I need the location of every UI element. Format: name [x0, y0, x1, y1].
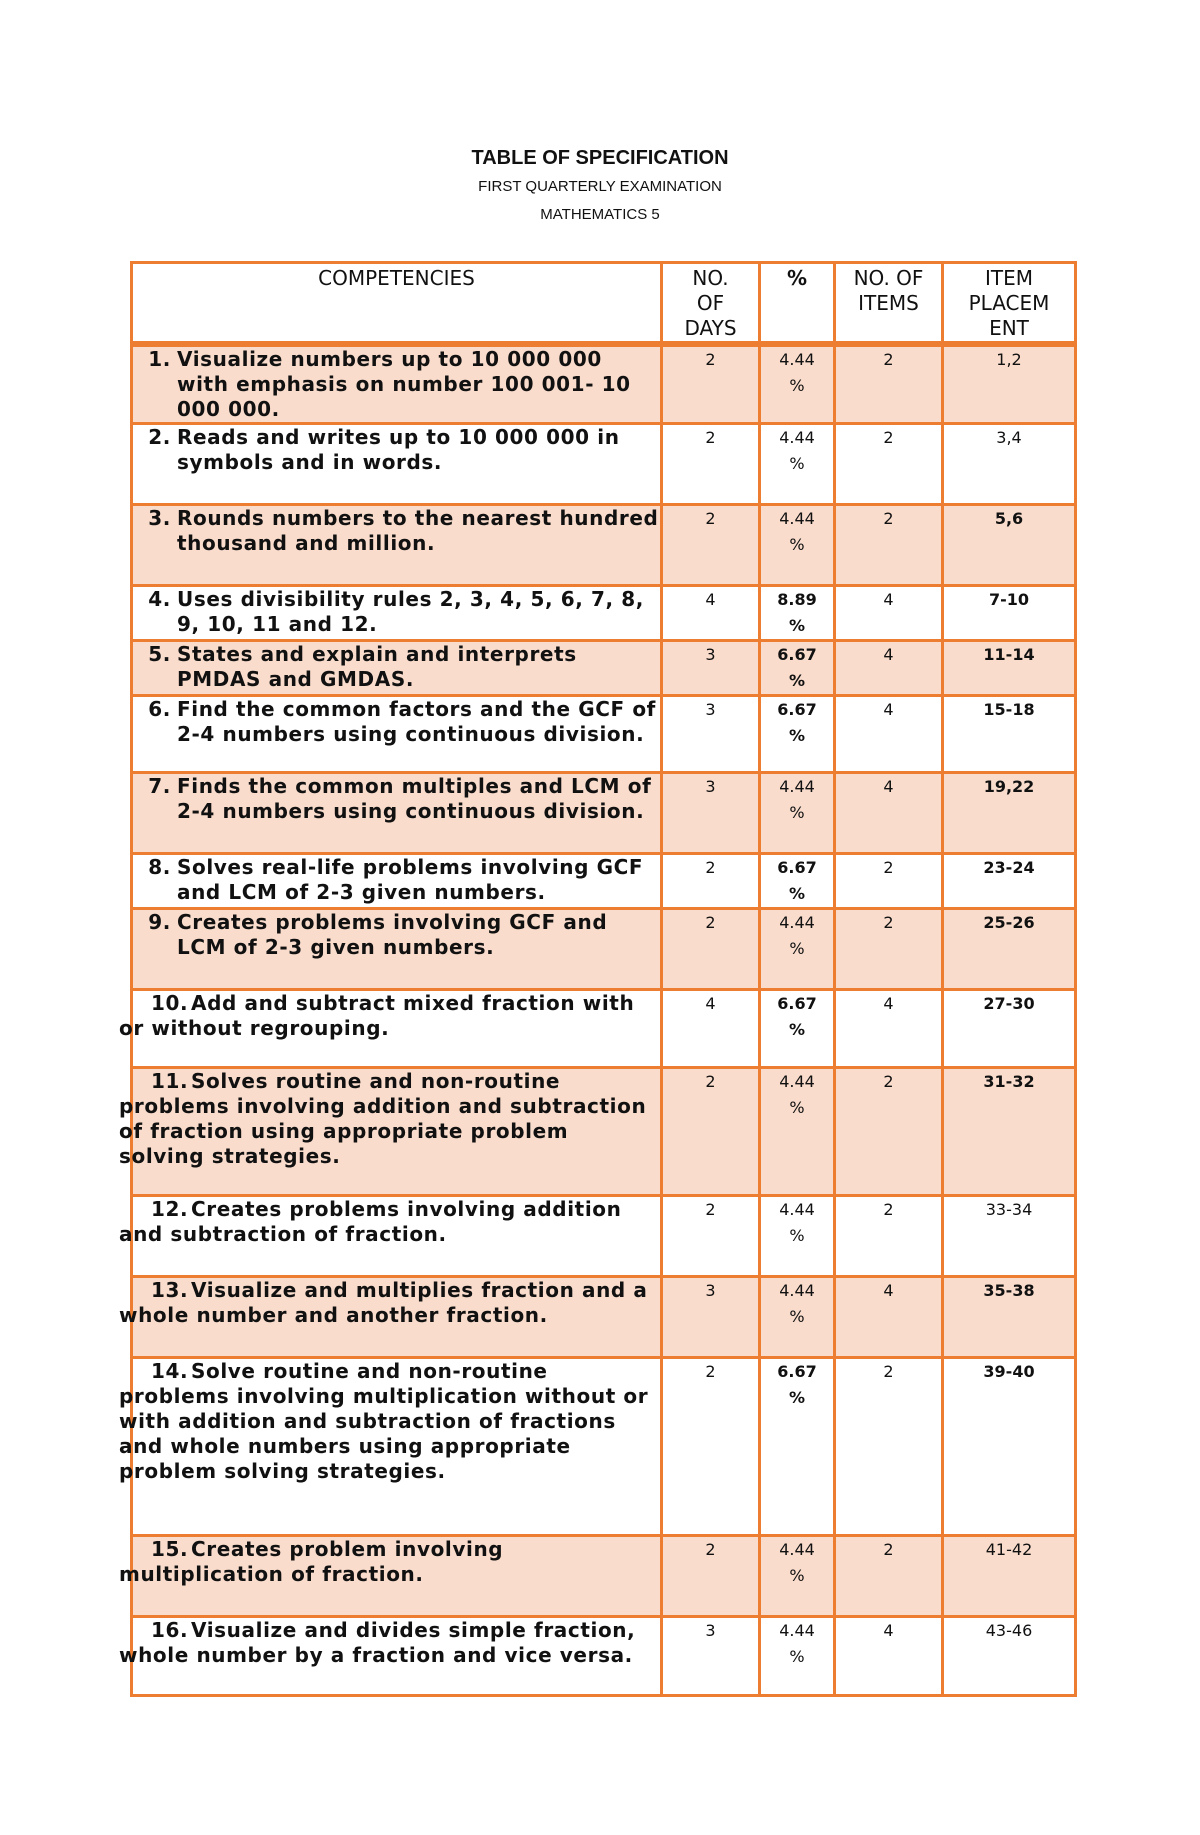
competency-cell	[132, 344, 662, 424]
competency-text: Creates problem involving multiplication of fraction.	[119, 1537, 504, 1586]
percent-sign: %	[788, 616, 806, 635]
items-cell: 4	[835, 1277, 943, 1358]
days-cell: 2	[662, 1536, 760, 1617]
table-header-row	[132, 263, 1076, 345]
competency-cell	[132, 773, 662, 854]
items-cell: 2	[835, 505, 943, 586]
days-cell: 2	[662, 1068, 760, 1196]
header-days: NO. OF DAYS	[662, 263, 760, 345]
percent-cell	[760, 696, 835, 773]
percent-sign: %	[789, 1647, 805, 1666]
table-row	[132, 424, 1076, 505]
percent-value: 4.44	[779, 1621, 815, 1640]
competency-text: Visualize and divides simple fraction, whole number by a fraction and vice versa.	[119, 1618, 636, 1667]
percent-sign: %	[788, 1388, 806, 1407]
percent-cell	[760, 344, 835, 424]
percent-value: 6.67	[777, 1362, 817, 1381]
competency-number: 2.	[148, 425, 171, 449]
percent-value: 6.67	[777, 645, 817, 664]
percent-cell	[760, 586, 835, 641]
days-cell: 2	[662, 909, 760, 990]
percent-value: 4.44	[779, 1281, 815, 1300]
percent-cell	[760, 505, 835, 586]
competency-text: Rounds numbers to the nearest hundred thousand and million.	[177, 506, 659, 555]
days-cell: 2	[662, 854, 760, 909]
table-row	[132, 641, 1076, 696]
percent-cell	[760, 1536, 835, 1617]
competency-text: States and explain and interprets PMDAS and GMDAS.	[177, 642, 577, 691]
items-cell: 2	[835, 1358, 943, 1536]
percent-cell	[760, 1068, 835, 1196]
percent-sign: %	[789, 1226, 805, 1245]
exam-name: FIRST QUARTERLY EXAMINATION	[478, 178, 722, 195]
table-row	[132, 1617, 1076, 1696]
percent-cell	[760, 424, 835, 505]
competency-cell	[119, 1068, 662, 1196]
competency-cell	[119, 1277, 662, 1358]
competency-cell	[132, 641, 662, 696]
header-competencies: COMPETENCIES	[132, 263, 662, 345]
placement-cell: 27-30	[943, 990, 1076, 1068]
competency-number: 12.	[151, 1197, 189, 1221]
competency-text: Finds the common multiples and LCM of 2-4 numbers using continuous division.	[177, 774, 652, 823]
days-cell: 3	[662, 1277, 760, 1358]
table-row	[132, 1277, 1076, 1358]
competency-number: 6.	[148, 697, 171, 721]
items-cell: 2	[835, 854, 943, 909]
percent-cell	[760, 990, 835, 1068]
placement-cell: 3,4	[943, 424, 1076, 505]
percent-value: 4.44	[779, 1200, 815, 1219]
competency-cell	[119, 990, 662, 1068]
competency-text: Reads and writes up to 10 000 000 in symbols and in words.	[177, 425, 620, 474]
percent-sign: %	[788, 1020, 806, 1039]
competency-text: Uses divisibility rules 2, 3, 4, 5, 6, 7, 8, 9, 10, 11 and 12.	[177, 587, 645, 636]
percent-cell	[760, 1277, 835, 1358]
header-percent: %	[760, 263, 835, 345]
competency-cell	[132, 586, 662, 641]
placement-cell: 31-32	[943, 1068, 1076, 1196]
competency-cell	[119, 1536, 662, 1617]
days-cell: 4	[662, 586, 760, 641]
percent-sign: %	[789, 803, 805, 822]
table-row	[132, 1358, 1076, 1536]
header-placement: ITEM PLACEM ENT	[943, 263, 1076, 345]
placement-cell: 35-38	[943, 1277, 1076, 1358]
percent-cell	[760, 854, 835, 909]
competency-cell	[132, 505, 662, 586]
percent-value: 6.67	[777, 994, 817, 1013]
items-cell: 4	[835, 586, 943, 641]
table-row	[132, 909, 1076, 990]
percent-sign: %	[789, 454, 805, 473]
days-cell: 2	[662, 1196, 760, 1277]
competency-number: 14.	[151, 1359, 189, 1383]
table-row	[132, 1536, 1076, 1617]
competency-text: Visualize numbers up to 10 000 000 with emphasis on number 100 001- 10 000 000.	[177, 347, 631, 421]
document-header	[0, 143, 1200, 229]
table-row	[132, 854, 1076, 909]
percent-value: 4.44	[779, 777, 815, 796]
table-row	[132, 1196, 1076, 1277]
header-items: NO. OF ITEMS	[835, 263, 943, 345]
competency-number: 11.	[151, 1069, 189, 1093]
placement-cell: 43-46	[943, 1617, 1076, 1696]
placement-cell: 25-26	[943, 909, 1076, 990]
competency-cell	[119, 1358, 662, 1536]
items-cell: 4	[835, 641, 943, 696]
percent-value: 4.44	[779, 428, 815, 447]
table-row	[132, 773, 1076, 854]
placement-cell: 5,6	[943, 505, 1076, 586]
percent-sign: %	[789, 535, 805, 554]
placement-cell: 15-18	[943, 696, 1076, 773]
competency-cell	[132, 909, 662, 990]
percent-sign: %	[788, 884, 806, 903]
competency-number: 3.	[148, 506, 171, 530]
competency-number: 9.	[148, 910, 171, 934]
items-cell: 4	[835, 1617, 943, 1696]
percent-value: 6.67	[777, 700, 817, 719]
table-row	[132, 696, 1076, 773]
competency-cell	[132, 696, 662, 773]
percent-sign: %	[789, 376, 805, 395]
table-row	[132, 586, 1076, 641]
items-cell: 2	[835, 1068, 943, 1196]
days-cell: 4	[662, 990, 760, 1068]
days-cell: 2	[662, 505, 760, 586]
competency-number: 8.	[148, 855, 171, 879]
percent-sign: %	[789, 939, 805, 958]
days-cell: 2	[662, 1358, 760, 1536]
competency-number: 4.	[148, 587, 171, 611]
days-cell: 3	[662, 1617, 760, 1696]
percent-value: 4.44	[779, 350, 815, 369]
percent-value: 8.89	[777, 590, 817, 609]
competency-text: Creates problems involving addition and subtraction of fraction.	[119, 1197, 622, 1246]
competency-number: 10.	[151, 991, 189, 1015]
items-cell: 2	[835, 1536, 943, 1617]
percent-sign: %	[789, 1307, 805, 1326]
competency-number: 1.	[148, 347, 171, 371]
competency-number: 15.	[151, 1537, 189, 1561]
competency-text: Solves routine and non-routine problems involving addition and subtraction of fraction using appropriate problem solving strategies.	[119, 1069, 647, 1168]
competency-cell	[132, 424, 662, 505]
items-cell: 2	[835, 344, 943, 424]
days-cell: 3	[662, 773, 760, 854]
percent-cell	[760, 641, 835, 696]
items-cell: 2	[835, 424, 943, 505]
percent-cell	[760, 1358, 835, 1536]
percent-sign: %	[789, 1566, 805, 1585]
placement-cell: 41-42	[943, 1536, 1076, 1617]
competency-text: Creates problems involving GCF and LCM of 2-3 given numbers.	[177, 910, 608, 959]
competency-number: 13.	[151, 1278, 189, 1302]
competency-cell	[119, 1196, 662, 1277]
percent-value: 4.44	[779, 1540, 815, 1559]
competency-number: 7.	[148, 774, 171, 798]
percent-cell	[760, 1196, 835, 1277]
percent-value: 4.44	[779, 509, 815, 528]
items-cell: 4	[835, 773, 943, 854]
table-row	[132, 505, 1076, 586]
percent-sign: %	[788, 671, 806, 690]
competency-text: Find the common factors and the GCF of 2-4 numbers using continuous division.	[177, 697, 656, 746]
percent-cell	[760, 1617, 835, 1696]
days-cell: 2	[662, 424, 760, 505]
percent-value: 4.44	[779, 913, 815, 932]
subject-name: MATHEMATICS 5	[540, 206, 660, 223]
percent-value: 6.67	[777, 858, 817, 877]
percent-cell	[760, 909, 835, 990]
competency-text: Solve routine and non-routine problems involving multiplication without or with addition and subtraction of fractions and whole numbers using appropriate problem solving strategies.	[119, 1359, 649, 1483]
items-cell: 2	[835, 909, 943, 990]
document-title: TABLE OF SPECIFICATION	[471, 147, 729, 169]
table-row	[132, 344, 1076, 424]
percent-sign: %	[788, 726, 806, 745]
competency-number: 16.	[151, 1618, 189, 1642]
days-cell: 3	[662, 696, 760, 773]
placement-cell: 19,22	[943, 773, 1076, 854]
table-row	[132, 990, 1076, 1068]
competency-text: Solves real-life problems involving GCF and LCM of 2-3 given numbers.	[177, 855, 644, 904]
competency-text: Add and subtract mixed fraction with or without regrouping.	[119, 991, 635, 1040]
placement-cell: 23-24	[943, 854, 1076, 909]
competency-cell	[119, 1617, 662, 1696]
specification-table	[119, 261, 1077, 1697]
placement-cell: 39-40	[943, 1358, 1076, 1536]
items-cell: 4	[835, 990, 943, 1068]
placement-cell: 1,2	[943, 344, 1076, 424]
competency-text: Visualize and multiplies fraction and a whole number and another fraction.	[119, 1278, 648, 1327]
placement-cell: 11-14	[943, 641, 1076, 696]
competency-cell	[132, 854, 662, 909]
placement-cell: 33-34	[943, 1196, 1076, 1277]
percent-value: 4.44	[779, 1072, 815, 1091]
days-cell: 2	[662, 344, 760, 424]
percent-cell	[760, 773, 835, 854]
days-cell: 3	[662, 641, 760, 696]
items-cell: 4	[835, 696, 943, 773]
table-row	[132, 1068, 1076, 1196]
items-cell: 2	[835, 1196, 943, 1277]
placement-cell: 7-10	[943, 586, 1076, 641]
percent-sign: %	[789, 1098, 805, 1117]
competency-number: 5.	[148, 642, 171, 666]
